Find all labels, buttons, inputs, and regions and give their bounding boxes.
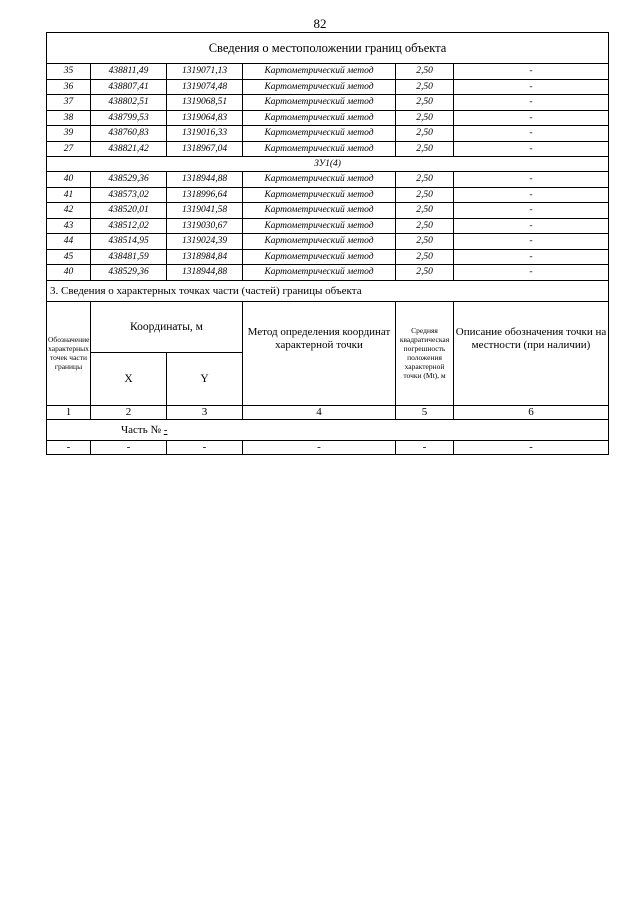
table-cell: 438807,41 [91,79,167,95]
table-cell: 1318984,84 [167,249,243,265]
table-cell: 438520,01 [91,203,167,219]
page-number: 82 [313,16,327,31]
table-cell: 1319024,39 [167,234,243,250]
table-row [47,95,609,111]
table-cell: 1318967,04 [167,141,243,157]
table-cell: - [454,249,609,265]
part-label: Часть № [121,423,161,436]
table-row [47,249,609,265]
table-cell: - [454,234,609,250]
header-y: Y [167,352,243,405]
table-cell: - [454,95,609,111]
table-cell: - [454,79,609,95]
header-accuracy: Средняя квадратическая погрешность положения характерной точки (Mt), м [396,301,454,405]
table-row [47,79,609,95]
table-cell: 27 [47,141,91,157]
table-cell: 35 [47,64,91,80]
table-cell: 2,50 [396,110,454,126]
table-cell: 2,50 [396,187,454,203]
table-cell: 2,50 [396,95,454,111]
table-cell: 2,50 [396,141,454,157]
table-cell: 1319071,13 [167,64,243,80]
table-cell: 438529,36 [91,172,167,188]
table-cell: 2,50 [396,79,454,95]
table-cell: 42 [47,203,91,219]
header-description: Описание обозначения точки на местности (при наличии) [454,301,609,405]
table-cell: Картометрический метод [243,126,396,142]
table-cell: Картометрический метод [243,141,396,157]
table-cell: - [454,265,609,281]
empty-cell: - [47,440,91,454]
empty-cell: - [91,440,167,454]
table-cell: 438529,36 [91,265,167,281]
table-cell: Картометрический метод [243,95,396,111]
table-cell: Картометрический метод [243,234,396,250]
column-number: 1 [47,405,91,419]
table-cell: 1319068,51 [167,95,243,111]
table-cell: 2,50 [396,218,454,234]
empty-cell: - [167,440,243,454]
table-cell: 40 [47,172,91,188]
header-coordinates: Координаты, м [91,301,243,352]
table-cell: 1319064,83 [167,110,243,126]
table-cell: 37 [47,95,91,111]
column-number: 3 [167,405,243,419]
table-row [47,110,609,126]
column-number: 5 [396,405,454,419]
table-cell: 1319041,58 [167,203,243,219]
table-cell: Картометрический метод [243,249,396,265]
table-cell: - [454,172,609,188]
table-cell: - [454,126,609,142]
table-cell: 1318944,88 [167,265,243,281]
table-cell: 438802,51 [91,95,167,111]
table-cell: Картометрический метод [243,79,396,95]
table-cell: - [454,187,609,203]
table-cell: Картометрический метод [243,265,396,281]
table-cell: 2,50 [396,172,454,188]
table-row [47,64,609,80]
table-cell: 438811,49 [91,64,167,80]
table-cell: 2,50 [396,64,454,80]
table-cell: - [454,218,609,234]
table-cell: Картометрический метод [243,218,396,234]
part-row [47,419,609,440]
header-point-designation: Обозначение характерных точек части границы [47,301,91,405]
table-cell: Картометрический метод [243,110,396,126]
table-cell: 2,50 [396,234,454,250]
table-title: Сведения о местоположении границ объекта [47,33,609,64]
table-cell: 44 [47,234,91,250]
table-cell: 40 [47,265,91,281]
table-cell: 438512,02 [91,218,167,234]
subsection-label: ЗУ1(4) [47,157,609,172]
table-cell: 438573,02 [91,187,167,203]
table-cell: Картометрический метод [243,172,396,188]
table-row [47,203,609,219]
table-cell: - [454,110,609,126]
table-cell: 1318996,64 [167,187,243,203]
column-number: 2 [91,405,167,419]
table-cell: 38 [47,110,91,126]
table-row [47,234,609,250]
table-row [47,265,609,281]
table-row [47,172,609,188]
table-row [47,126,609,142]
table-cell: - [454,64,609,80]
column-number: 4 [243,405,396,419]
table-cell: 41 [47,187,91,203]
table-cell: 438481,59 [91,249,167,265]
table-cell: 36 [47,79,91,95]
table-cell: - [454,203,609,219]
table-cell: 2,50 [396,126,454,142]
table-cell: 39 [47,126,91,142]
table-cell: - [454,141,609,157]
table-cell: 438514,95 [91,234,167,250]
table-cell: Картометрический метод [243,203,396,219]
column-number: 6 [454,405,609,419]
table-cell: 1319074,48 [167,79,243,95]
table-row [47,141,609,157]
table-cell: 1318944,88 [167,172,243,188]
table-cell: 1319016,33 [167,126,243,142]
table-cell: 43 [47,218,91,234]
table-cell: Картометрический метод [243,64,396,80]
table-row [47,187,609,203]
part-value: - [163,423,168,436]
subsection-row [47,157,609,172]
table-cell: 1319030,67 [167,218,243,234]
header-x: X [91,352,167,405]
empty-cell: - [454,440,609,454]
section-3-title: 3. Сведения о характерных точках части (частей) границы объекта [47,280,609,301]
header-method: Метод определения координат характерной точки [243,301,396,405]
table-cell: 45 [47,249,91,265]
table-cell: Картометрический метод [243,187,396,203]
table-cell: 2,50 [396,265,454,281]
table-cell: 438821,42 [91,141,167,157]
table-cell: 2,50 [396,203,454,219]
table-cell: 2,50 [396,249,454,265]
boundary-table [46,32,609,455]
table-row [47,218,609,234]
empty-cell: - [243,440,396,454]
table-cell: 438760,83 [91,126,167,142]
empty-cell: - [396,440,454,454]
table-cell: 438799,53 [91,110,167,126]
